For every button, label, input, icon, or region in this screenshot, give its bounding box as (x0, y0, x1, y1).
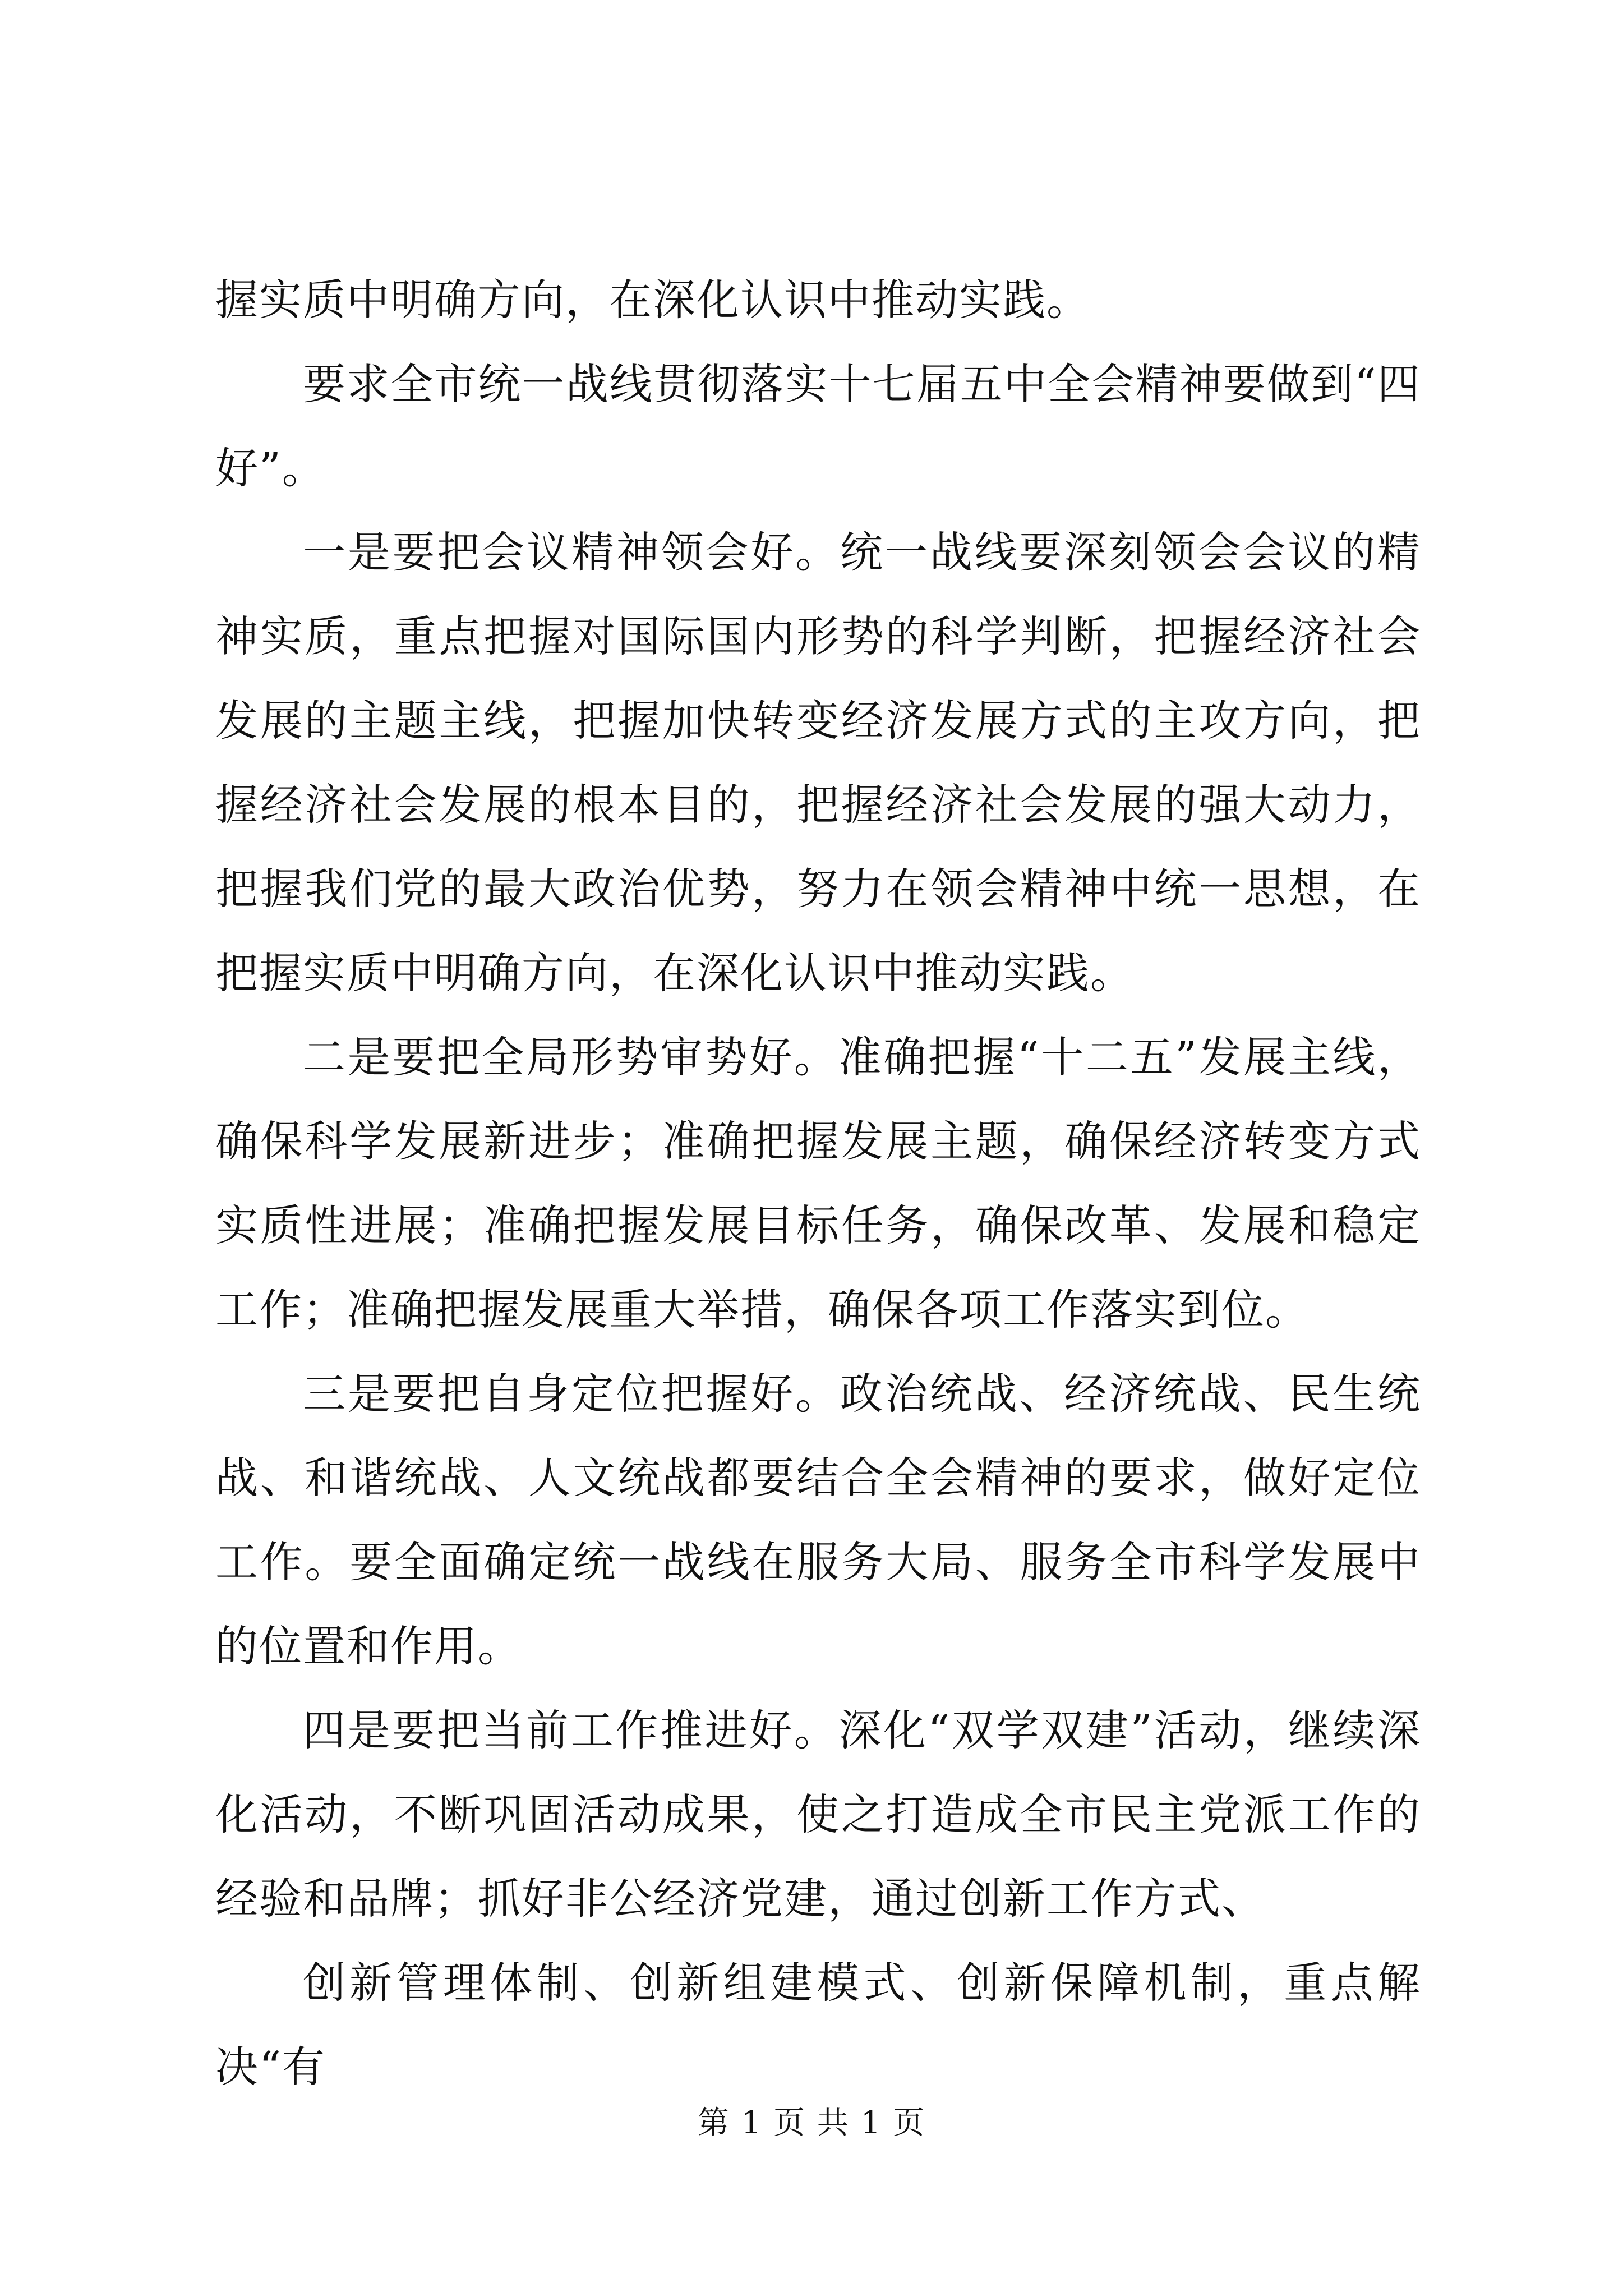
paragraph-continuation: 握实质中明确方向，在深化认识中推动实践。 (215, 275, 1090, 325)
paragraph-four-goods-intro: 要求全市统一战线贯彻落实十七届五中全会精神要做到“四好”。 (215, 359, 1421, 493)
page-number-footer: 第 1 页 共 1 页 (697, 2105, 926, 2141)
paragraph-point-four-continued: 创新管理体制、创新组建模式、创新保障机制，重点解决“有 (215, 1958, 1421, 2092)
paragraph-point-two: 二是要把全局形势审势好。准确把握“十二五”发展主线，确保科学发展新进步；准确把握发展主题，确保经济转变方式实质性进展；准确把握发展目标任务，确保改革、发展和稳定工作；准确把握发展重大举措，确保各项工作落实到位。 (215, 1032, 1421, 1335)
document-body (215, 258, 1421, 2109)
paragraph-point-one: 一是要把会议精神领会好。统一战线要深刻领会会议的精神实质，重点把握对国际国内形势的科学判断，把握经济社会发展的主题主线，把握加快转变经济发展方式的主攻方向，把握经济社会发展的根本目的，把握经济社会发展的强大动力，把握我们党的最大政治优势，努力在领会精神中统一思想，在把握实质中明确方向，在深化认识中推动实践。 (215, 527, 1421, 998)
paragraph-point-four: 四是要把当前工作推进好。深化“双学双建”活动，继续深化活动，不断巩固活动成果，使之打造成全市民主党派工作的经验和品牌；抓好非公经济党建，通过创新工作方式、 (215, 1705, 1421, 1924)
paragraph-point-three: 三是要把自身定位把握好。政治统战、经济统战、民生统战、和谐统战、人文统战都要结合全会精神的要求，做好定位工作。要全面确定统一战线在服务大局、服务全市科学发展中的位置和作用。 (215, 1369, 1421, 1671)
